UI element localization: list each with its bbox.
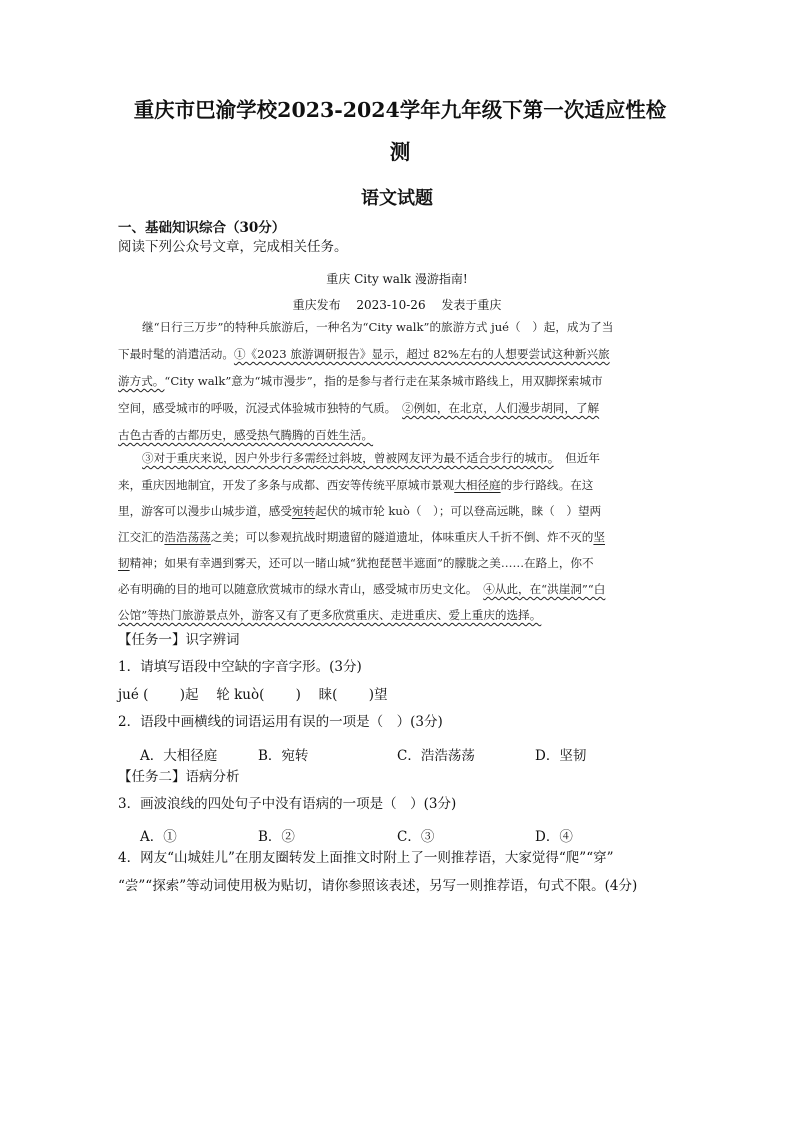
wavy-sentence-2-end: 古色古香的古都历史，感受热气腾腾的百姓生活。: [118, 428, 374, 442]
article-text: 江交汇的: [118, 530, 165, 544]
wavy-sentence-2: ②例如，在北京，人们漫步胡同，了解: [402, 401, 600, 415]
underlined-word-b: 宛转: [291, 504, 316, 518]
wavy-sentence-3: ③对于重庆来说，因户外步行多需经过斜坡，曾被网友评为最不适合步行的城市。: [142, 451, 554, 465]
article-text: 必有明确的目的地可以随意欣赏城市的绿水青山，感受城市历史文化。: [118, 582, 484, 596]
option-c: C．浩浩荡荡: [397, 748, 475, 764]
section-intro: 阅读下列公众号文章，完成相关任务。: [118, 239, 348, 255]
article-line: [118, 558, 594, 570]
exam-title-line2: 测: [389, 140, 411, 164]
wavy-sentence-1-end: 游方式。: [118, 374, 165, 388]
article-text: 来，重庆因地制宜，开发了多条与成都、西安等传统平原城市景观: [118, 478, 455, 492]
article-text: “City walk”意为“城市漫步”，指的是参与者行走在某条城市路线上，用双脚探索城市: [164, 374, 603, 388]
article-text: 空间，感受城市的呼吸，沉浸式体验城市独特的气质。: [118, 401, 403, 415]
question-4-line2: “尝”“探索”等动词使用极为贴切，请你参照该表述，另写一则推荐语，句式不限。(4分): [118, 878, 638, 894]
underlined-word-d: 坚: [593, 530, 605, 544]
option-d: D．④: [535, 829, 573, 845]
question-4-line1: 4．网友“山城娃儿”在朋友圈转发上面推文时附上了一则推荐语，大家觉得“爬”“穿”: [118, 850, 614, 866]
question-1: 1．请填写语段中空缺的字音字形。(3分): [118, 659, 362, 675]
task2-heading: 【任务二】语病分析: [118, 769, 240, 785]
article-line: [118, 349, 610, 361]
task1-heading: 【任务一】识字辨词: [118, 632, 240, 648]
article-line: [118, 532, 605, 544]
article-line: [142, 453, 600, 465]
option-b: B．宛转: [258, 748, 309, 764]
exam-title-line1: 重庆市巴渝学校2023-2024学年九年级下第一次适应性检: [133, 98, 667, 122]
article-line: [118, 610, 541, 622]
section-heading: 一、基础知识综合（30分）: [118, 220, 286, 236]
wavy-sentence-1: ①《2023 旅游调研报告》显示，超过 82%左右的人想要尝试这种新兴旅: [233, 347, 610, 361]
question-1-blanks: jué ( )起 轮 kuò( ) 睐( )望: [118, 687, 388, 703]
article-title: 重庆 City walk 漫游指南!: [326, 272, 468, 286]
article-line: [118, 506, 601, 518]
article-text: 之美；可以参观抗战时期遗留的隧道遗址，体味重庆人千折不倒、炸不灭的: [210, 530, 594, 544]
article-line: [118, 376, 603, 388]
question-3: 3．画波浪线的四处句子中没有语病的一项是（ ）(3分): [118, 796, 457, 812]
option-a: A．①: [140, 829, 177, 845]
article-text: 精神；如果有幸遇到雾天，还可以一睹山城“犹抱琵琶半遮面”的朦胧之美……在路上，你不: [129, 556, 594, 570]
underlined-word-d-end: 韧: [118, 556, 130, 570]
article-line: [118, 480, 593, 492]
article-text: 起伏的城市轮 kuò（ ）；可以登高远眺，睐（ ）望两: [315, 504, 602, 518]
question-2: 2．语段中画横线的词语运用有误的一项是（ ）(3分): [118, 714, 443, 730]
article-text: 的步行路线。在这: [500, 478, 594, 492]
underlined-word-a: 大相径庭: [454, 478, 501, 492]
underlined-word-c: 浩浩荡荡: [164, 530, 211, 544]
option-b: B．②: [258, 829, 295, 845]
article-byline: 重庆发布 2023-10-26 发表于重庆: [292, 298, 502, 312]
article-line: [118, 430, 373, 442]
article-line: [118, 403, 599, 415]
article-text: 下最时髦的消遣活动。: [118, 347, 234, 361]
option-d: D．坚韧: [535, 748, 587, 764]
article-line: 继“日行三万步”的特种兵旅游后，一种名为“City walk”的旅游方式 jué（ ）起，成为了当: [142, 320, 614, 334]
wavy-sentence-4: ④从此，在“洪崖洞”“白: [483, 582, 606, 596]
article-text: 但近年: [553, 451, 600, 465]
article-text: 里，游客可以漫步山城步道，感受: [118, 504, 292, 518]
exam-subtitle: 语文试题: [361, 188, 433, 209]
article-line: [118, 584, 605, 596]
wavy-sentence-4-end: 公馆”等热门旅游景点外，游客又有了更多欣赏重庆、走进重庆、爱上重庆的选择。: [118, 608, 542, 622]
option-c: C．③: [397, 829, 435, 845]
option-a: A．大相径庭: [140, 748, 218, 764]
